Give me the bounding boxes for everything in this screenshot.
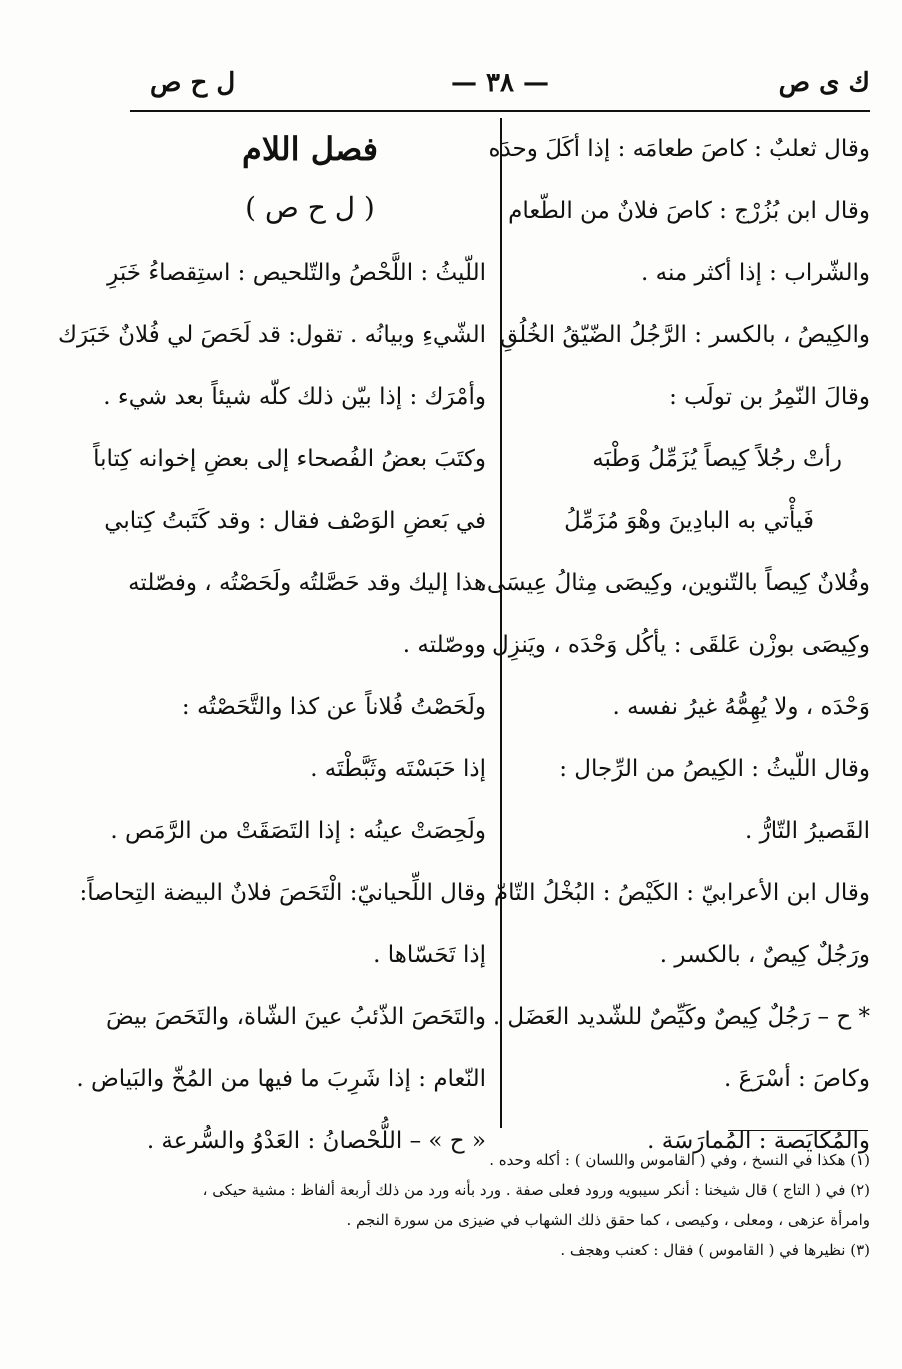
text-line: في بَعضِ الوَصْف فقال : وقد كَتَبتُ كِتابي — [104, 508, 486, 534]
text-line: الشّيءِ وبيانُه . تقول: قد لَحَصَ لي فُلانٌ خَبَرَك — [58, 322, 486, 348]
page-number: — ٣٨ — — [450, 68, 550, 98]
text-line: وقال اللّيثُ : الكِيصُ من الرِّجال : — [559, 756, 870, 782]
poetry-line: رأتْ رجُلاً كِيصاً يُزَمِّلُ وَطْبَه — [592, 446, 842, 472]
header-divider — [130, 110, 870, 112]
text-line: ولَحِصَتْ عينُه : إذا التَصَقَتْ من الرَّمَص . — [110, 818, 486, 844]
text-line: وكاصَ : أسْرَعَ . — [724, 1066, 870, 1092]
text-line: * ح – رَجُلٌ كِيصٌ وكَيِّصٌ للشّديد العَضَل . — [492, 1004, 870, 1030]
poetry-line: فَيأْتي به البادِينَ وهْوَ مُزَمِّلُ — [564, 508, 814, 534]
text-line: والمُكايَصة : المُمارَسَة . — [647, 1128, 870, 1154]
text-line: القَصيرُ التّارُّ . — [745, 818, 870, 844]
text-line: وقالَ النّمِرُ بن تولَب : — [669, 384, 870, 410]
text-line: النّعام : إذا شَرِبَ ما فيها من المُخّ والبَياض . — [76, 1066, 486, 1092]
text-line: ولَحَصْتُ فُلاناً عن كذا والتَّحَصْتُه : — [181, 694, 486, 720]
text-line: وَحْدَه ، ولا يُهِمُّهُ غيرُ نفسه . — [612, 694, 870, 720]
right-column — [479, 118, 870, 1172]
section-title: فصل اللام — [242, 130, 378, 168]
text-line: إذا حَبَسْتَه وثَبَّطْتَه . — [310, 756, 486, 782]
text-line: وقال اللِّحيانيّ: الْتَحَصَ فلانٌ البيضة التِحاصاً: — [79, 880, 486, 906]
footnote-continuation: وامرأة عزهى ، ومعلى ، وكيصى ، كما حقق ذلك الشهاب في ضيزى من سورة النجم . — [346, 1211, 870, 1229]
text-line: والتَحَصَ الذّئبُ عينَ الشّاة، والتَحَصَ بيضَ — [105, 1004, 486, 1030]
text-line: وكتَبَ بعضُ الفُصحاء إلى بعضِ إخوانه كِتاباً — [93, 446, 486, 472]
text-line: وفُلانٌ كِيصاً بالتّنوين، وكِيصَى مِثالُ عِيسَى، — [479, 570, 870, 596]
header-root-right: ك ى ص — [778, 68, 870, 98]
text-line: والكِيصُ ، بالكسر : الرَّجُلُ الضّيّقُ الخُلُقِ — [500, 322, 870, 348]
text-line: والشّراب : إذا أكثر منه . — [641, 260, 870, 286]
text-line: وأمْرَك : إذا بيّن ذلك كلّه شيئاً بعد شيء . — [103, 384, 486, 410]
section-subtitle: ( ل ح ص ) — [245, 191, 375, 224]
text-line: « ح » – اللُّحْصانُ : العَدْوُ والسُّرعة . — [146, 1128, 486, 1154]
text-line: ورَجُلٌ كِيصٌ ، بالكسر . — [659, 942, 870, 968]
footnote: (٣) نظيرها في ( القاموس ) فقال : كعنب وهجف . — [560, 1241, 870, 1259]
text-line: هذا إليك وقد حَصَّلتُه ولَحَصْتُه ، وفصّلته — [128, 570, 486, 596]
page-header — [130, 62, 870, 106]
footnote: (١) هكذا في النسخ ، وفي ( القاموس واللسان ) : أكله وحده . — [489, 1151, 870, 1169]
text-line: وقال ابن بُزُرْج : كاصَ فلانٌ من الطّعام — [508, 198, 870, 224]
header-root-left: ل ح ص — [150, 68, 236, 98]
text-line: ووصّلته . — [402, 632, 486, 658]
footnote: (٢) في ( التاج ) قال شيخنا : أنكر سيبويه ورود فعلى صفة . ورد بأنه ورد من ذلك أربعة ألفاظ : مشية حيكى ، — [202, 1181, 870, 1199]
left-column — [58, 118, 486, 1172]
text-line: إذا تَحَسّاها . — [373, 942, 486, 968]
text-line: وقال ابن الأعرابيّ : الكَيْصُ : البُخْلُ التّامّ — [493, 880, 870, 906]
text-line: وكِيصَى بوزْن عَلقَى : يأكُل وَحْدَه ، ويَنزِل — [492, 632, 870, 658]
text-line: وقال ثعلبٌ : كاصَ طعامَه : إذا أكَلَ وحدَه — [488, 136, 870, 162]
footnote-divider — [728, 1130, 868, 1131]
text-line: اللّيثُ : اللَّحْصُ والتّلحيص : استِقصاءُ خَبَرِ — [107, 260, 486, 286]
footnotes — [130, 1145, 870, 1265]
